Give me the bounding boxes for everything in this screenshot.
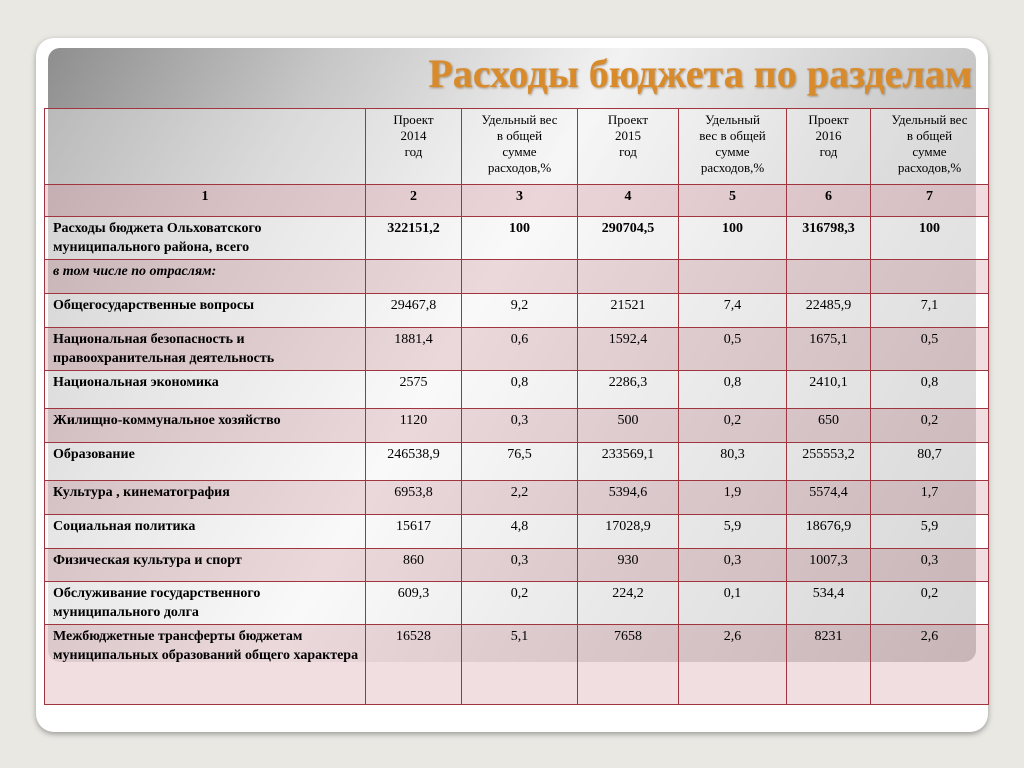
- table-cell: 1881,4: [366, 328, 462, 371]
- column-header: [45, 109, 366, 185]
- row-label: Образование: [45, 443, 366, 481]
- column-header: Проект 2015 год: [578, 109, 679, 185]
- table-cell: 29467,8: [366, 294, 462, 328]
- table-cell: 0,6: [462, 328, 578, 371]
- table-cell: 860: [366, 549, 462, 582]
- column-number: 4: [578, 185, 679, 217]
- header-row: [45, 109, 989, 185]
- row-label: Культура , кинематография: [45, 481, 366, 515]
- table-cell: 930: [578, 549, 679, 582]
- table-row: [45, 625, 989, 705]
- table-cell: [871, 260, 989, 294]
- table-row: [45, 409, 989, 443]
- table-cell: 290704,5: [578, 217, 679, 260]
- table-cell: [366, 260, 462, 294]
- column-header: Проект 2016 год: [787, 109, 871, 185]
- row-label: Обслуживание государственного муниципального долга: [45, 582, 366, 625]
- table-cell: 1,7: [871, 481, 989, 515]
- table-cell: 2,6: [871, 625, 989, 705]
- table-cell: 100: [679, 217, 787, 260]
- table-cell: 100: [462, 217, 578, 260]
- table-cell: 9,2: [462, 294, 578, 328]
- table-cell: 5574,4: [787, 481, 871, 515]
- table-cell: 233569,1: [578, 443, 679, 481]
- table-cell: 316798,3: [787, 217, 871, 260]
- table-cell: 5,9: [679, 515, 787, 549]
- table-row: [45, 515, 989, 549]
- table-cell: 16528: [366, 625, 462, 705]
- table-cell: 0,8: [871, 371, 989, 409]
- table-cell: 5394,6: [578, 481, 679, 515]
- row-label: Социальная политика: [45, 515, 366, 549]
- row-label: Жилищно-коммунальное хозяйство: [45, 409, 366, 443]
- table-cell: 500: [578, 409, 679, 443]
- table-cell: 80,7: [871, 443, 989, 481]
- table-cell: 255553,2: [787, 443, 871, 481]
- table-cell: 6953,8: [366, 481, 462, 515]
- column-header: Удельный вес в общей сумме расходов,%: [871, 109, 989, 185]
- table-row: [45, 582, 989, 625]
- table-cell: [578, 260, 679, 294]
- table-cell: 0,2: [871, 582, 989, 625]
- column-number: 2: [366, 185, 462, 217]
- row-label: Расходы бюджета Ольховатского муниципального района, всего: [45, 217, 366, 260]
- table-cell: 17028,9: [578, 515, 679, 549]
- table-cell: 7,1: [871, 294, 989, 328]
- table-cell: 5,9: [871, 515, 989, 549]
- column-header: Удельный вес в общей сумме расходов,%: [679, 109, 787, 185]
- table-cell: 0,3: [679, 549, 787, 582]
- table-cell: 0,5: [871, 328, 989, 371]
- table-cell: 224,2: [578, 582, 679, 625]
- table-cell: 7658: [578, 625, 679, 705]
- table-cell: 0,3: [462, 409, 578, 443]
- budget-table: [44, 108, 989, 705]
- table-cell: 8231: [787, 625, 871, 705]
- table-cell: 609,3: [366, 582, 462, 625]
- table-cell: 0,2: [462, 582, 578, 625]
- table-cell: 1120: [366, 409, 462, 443]
- column-number: 1: [45, 185, 366, 217]
- total-row: [45, 217, 989, 260]
- column-number-row: [45, 185, 989, 217]
- table-cell: 1675,1: [787, 328, 871, 371]
- table-cell: 2,2: [462, 481, 578, 515]
- row-label: Физическая культура и спорт: [45, 549, 366, 582]
- table-cell: 1,9: [679, 481, 787, 515]
- row-label: Национальная безопасность и правоохранительная деятельность: [45, 328, 366, 371]
- table-cell: [787, 260, 871, 294]
- table-cell: 0,8: [679, 371, 787, 409]
- table-row: [45, 443, 989, 481]
- table-cell: 18676,9: [787, 515, 871, 549]
- column-header: Удельный вес в общей сумме расходов,%: [462, 109, 578, 185]
- table-cell: 322151,2: [366, 217, 462, 260]
- table-cell: 650: [787, 409, 871, 443]
- subheader-row: [45, 260, 989, 294]
- table-cell: 22485,9: [787, 294, 871, 328]
- table-cell: 534,4: [787, 582, 871, 625]
- row-label: Национальная экономика: [45, 371, 366, 409]
- table-cell: 2,6: [679, 625, 787, 705]
- table-cell: 5,1: [462, 625, 578, 705]
- table-cell: [679, 260, 787, 294]
- table-row: [45, 371, 989, 409]
- column-number: 6: [787, 185, 871, 217]
- column-header: Проект 2014 год: [366, 109, 462, 185]
- table-cell: 76,5: [462, 443, 578, 481]
- table-cell: 0,1: [679, 582, 787, 625]
- table-cell: [462, 260, 578, 294]
- table-cell: 7,4: [679, 294, 787, 328]
- table-cell: 2286,3: [578, 371, 679, 409]
- row-label: Межбюджетные трансферты бюджетам муниципальных образований общего характера: [45, 625, 366, 705]
- table-cell: 80,3: [679, 443, 787, 481]
- column-number: 3: [462, 185, 578, 217]
- table-cell: 0,8: [462, 371, 578, 409]
- row-label: в том числе по отраслям:: [45, 260, 366, 294]
- table-cell: 4,8: [462, 515, 578, 549]
- table-cell: 2410,1: [787, 371, 871, 409]
- table-cell: 0,3: [462, 549, 578, 582]
- table-cell: 2575: [366, 371, 462, 409]
- table-row: [45, 481, 989, 515]
- table-row: [45, 328, 989, 371]
- table-cell: 1007,3: [787, 549, 871, 582]
- column-number: 5: [679, 185, 787, 217]
- table-cell: 0,2: [679, 409, 787, 443]
- table-cell: 15617: [366, 515, 462, 549]
- page-title: Расходы бюджета по разделам: [428, 51, 972, 96]
- table-cell: 0,2: [871, 409, 989, 443]
- table-cell: 246538,9: [366, 443, 462, 481]
- row-label: Общегосударственные вопросы: [45, 294, 366, 328]
- table-cell: 21521: [578, 294, 679, 328]
- table-cell: 0,3: [871, 549, 989, 582]
- table-cell: 1592,4: [578, 328, 679, 371]
- column-number: 7: [871, 185, 989, 217]
- table-row: [45, 549, 989, 582]
- table-cell: 100: [871, 217, 989, 260]
- table-row: [45, 294, 989, 328]
- table-cell: 0,5: [679, 328, 787, 371]
